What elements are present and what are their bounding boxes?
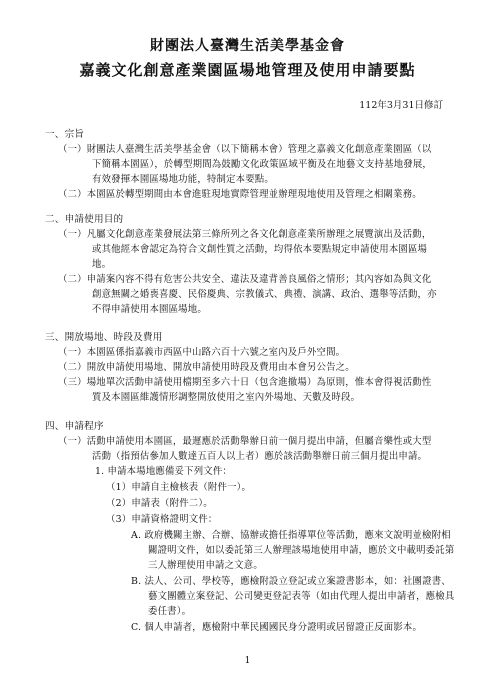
document-title-org: 財團法人臺灣生活美學基金會 xyxy=(150,38,345,54)
revision-date: 112年3月31日修訂 xyxy=(359,100,443,111)
section-heading-2: 二、申請使用目的 xyxy=(45,214,124,225)
paragraph-line: 下簡稱本園區），於轉型期間為鼓勵文化政策區域平衡及在地藝文支持基地發展， xyxy=(92,159,433,170)
list-item: （1）申請自主檢核表（附件一）。 xyxy=(106,482,252,493)
page-number: 1 xyxy=(244,656,251,666)
paragraph-line: （三）場地單次活動申請使用檔期至多六十日（包含進撤場）為原則，惟本會得視活動性 xyxy=(58,377,432,388)
paragraph-line: （一）財團法人臺灣生活美學基金會（以下簡稱本會）管理之嘉義文化創意產業園區（以 xyxy=(58,144,432,155)
paragraph-line: 質及本園區維護情形調整開放使用之室內外場地、天數及時段。 xyxy=(92,392,361,403)
paragraph-line: （一）本園區係指嘉義市西區中山路六百十六號之室內及戶外空間。 xyxy=(58,347,346,358)
list-item: B. 法人、公司、學校等，應檢附設立登記或立案證書影本，如：社團證書、 xyxy=(131,576,451,587)
list-item: A. 政府機關主辦、合辦、協辦或擔任指導單位等活動，應來文說明並檢附相 xyxy=(131,530,451,541)
section-heading-3: 三、開放場地、時段及費用 xyxy=(45,332,163,343)
paragraph-line: 有效發揮本園區場地功能，特制定本要點。 xyxy=(92,174,274,185)
paragraph-line: 或其他經本會認定為符合文創性質之活動，均得依本要點規定申請使用本園區場 xyxy=(92,244,428,255)
paragraph-line: 創意無關之婚喪喜慶、民俗慶典、宗教儀式、典禮、演講、政治、選舉等活動，亦 xyxy=(92,289,437,300)
paragraph-line: （一）活動申請使用本園區，最遲應於活動舉辦日前一個月提出申請，但屬音樂性或大型 xyxy=(58,436,432,447)
paragraph-line: 活動（指預估參加人數達五百人以上者）應於該活動舉辦日前三個月提出申請。 xyxy=(92,451,428,462)
paragraph-line: 藝文團體立案登記、公司變更登記表等（如由代理人提出申請者，應檢具 xyxy=(148,591,455,602)
paragraph-line: 地。 xyxy=(92,259,112,270)
paragraph-line: 不得申請使用本園區場地。 xyxy=(92,304,207,315)
list-item: （2）申請表（附件二）。 xyxy=(106,498,213,509)
paragraph-line: （二）開放申請使用場地、開放申請使用時段及費用由本會另公告之。 xyxy=(58,362,355,373)
list-item: C. 個人申請者，應檢附中華民國國民身分證明或居留證正反面影本。 xyxy=(131,622,423,633)
paragraph-line: 三人辦理使用申請之文意。 xyxy=(148,560,263,571)
paragraph-line: 委任書）。 xyxy=(148,606,192,617)
section-heading-1: 一、宗旨 xyxy=(45,129,85,140)
paragraph-line: 關證明文件，如以委託第三人辦理該場地使用申請，應於文中載明委託第 xyxy=(148,545,455,556)
paragraph-line: （二）本園區於轉型期間由本會進駐現地實際管理並辦理現地使用及管理之相關業務。 xyxy=(58,189,422,200)
section-heading-4: 四、申請程序 xyxy=(45,421,104,432)
paragraph-line: （二）申請案內容不得有危害公共安全、違法及違背善良風俗之情形；其內容如為與文化 xyxy=(58,274,432,285)
paragraph-line: （一）凡屬文化創意產業發展法第三條所列之各文化創意產業所辦理之展覽演出及活動， xyxy=(58,229,432,240)
list-item: （3）申請資格證明文件： xyxy=(106,514,218,525)
document-title-main: 嘉義文化創意產業園區場地管理及使用申請要點 xyxy=(79,61,416,79)
list-item: 1. 申請本場地應備妥下列文件： xyxy=(95,466,233,477)
